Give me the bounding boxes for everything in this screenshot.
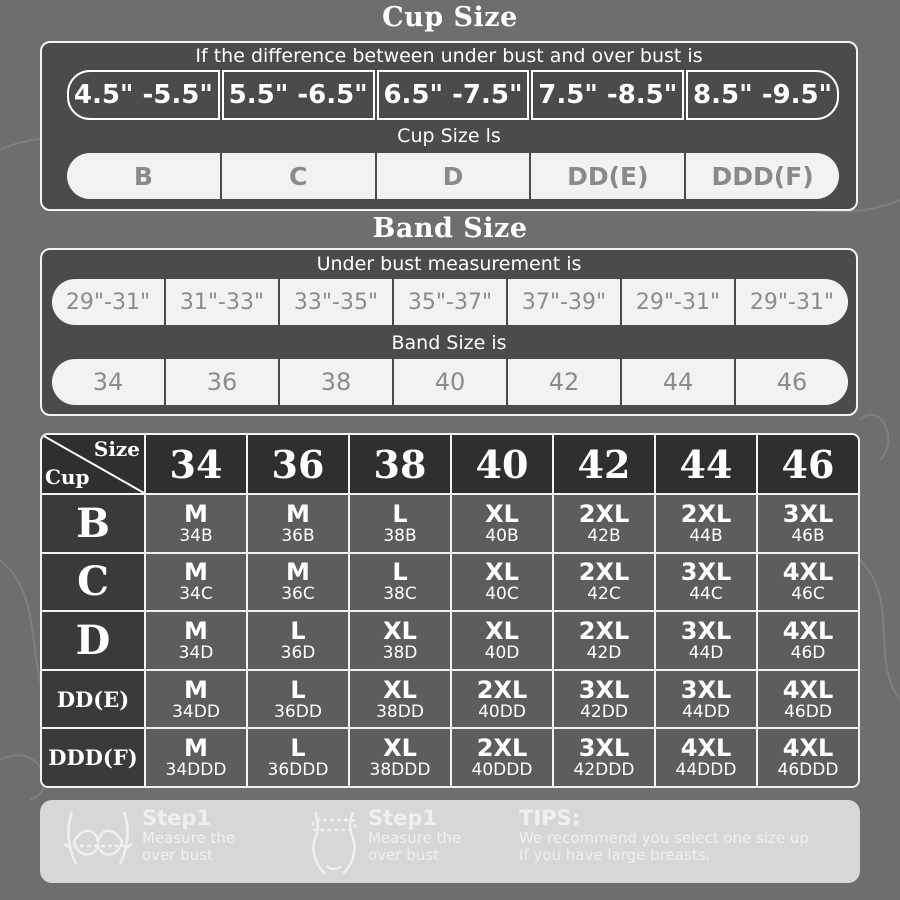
letter-size: XL [383, 616, 417, 645]
bra-size-code: 38C [383, 584, 417, 605]
letter-size: M [184, 616, 208, 645]
letter-size: M [184, 675, 208, 704]
bra-size-code: 38DDD [369, 760, 431, 781]
letter-size: 3XL [680, 675, 732, 704]
band-column-header: 34 [146, 435, 246, 493]
size-cell [452, 612, 552, 669]
cup-row-header: C [42, 554, 144, 611]
bra-size-code: 34DD [172, 701, 220, 722]
band-size-panel [40, 248, 858, 416]
cup-size-panel [40, 41, 858, 211]
cup-row-header: DDD(F) [42, 729, 144, 786]
band-result-row [52, 359, 848, 405]
size-cell [350, 612, 450, 669]
size-cell [350, 554, 450, 611]
corner-size-label: Size [93, 437, 140, 461]
letter-size: L [392, 499, 408, 528]
band-range-4: 37"-39" [508, 279, 620, 325]
cup-result-1: C [222, 153, 375, 199]
letter-size: 2XL [680, 499, 732, 528]
bra-size-code: 36D [280, 642, 316, 663]
letter-size: 2XL [578, 616, 630, 645]
bra-size-code: 40DD [478, 701, 526, 722]
band-range-0: 29"-31" [52, 279, 164, 325]
cup-result-0: B [67, 153, 220, 199]
band-size-title: Band Size [372, 213, 528, 244]
letter-size: XL [485, 558, 519, 587]
letter-size: L [392, 558, 408, 587]
bra-size-code: 46D [790, 642, 826, 663]
letter-size: 4XL [680, 734, 732, 763]
bust-measure-icon [62, 808, 134, 876]
bra-size-code: 36DDD [267, 760, 329, 781]
size-cell [656, 671, 756, 728]
letter-size: 2XL [476, 675, 528, 704]
bra-size-code: 46B [791, 525, 825, 546]
size-cell [452, 495, 552, 552]
letter-size: 2XL [578, 499, 630, 528]
bra-size-code: 40D [484, 642, 520, 663]
tips-line2: If you have large breasts. [519, 846, 711, 864]
measure-tips-footer [40, 800, 860, 883]
band-result-1: 36 [166, 359, 278, 405]
size-cell [554, 729, 654, 786]
letter-size: 4XL [782, 675, 834, 704]
band-range-1: 31"-33" [166, 279, 278, 325]
size-cell [758, 671, 858, 728]
size-cell [656, 554, 756, 611]
letter-size: 3XL [680, 558, 732, 587]
band-range-5: 29"-31" [622, 279, 734, 325]
band-result-6: 46 [736, 359, 848, 405]
size-cell [350, 671, 450, 728]
band-result-2: 38 [280, 359, 392, 405]
cup-range-row [67, 70, 839, 120]
table-corner-cell [42, 435, 144, 493]
size-cell [554, 612, 654, 669]
bra-size-code: 44DD [682, 701, 730, 722]
letter-size: L [290, 734, 306, 763]
cup-range-2: 6.5" -7.5" [377, 70, 530, 120]
letter-size: 4XL [782, 734, 834, 763]
size-cell [758, 495, 858, 552]
size-cell [350, 495, 450, 552]
bra-size-code: 36B [281, 525, 315, 546]
band-column-header: 36 [248, 435, 348, 493]
cup-range-4: 8.5" -9.5" [686, 70, 839, 120]
band-column-header: 42 [554, 435, 654, 493]
band-range-row [52, 279, 848, 325]
size-cell [248, 612, 348, 669]
tips-block [519, 806, 809, 864]
cup-row-header: DD(E) [42, 671, 144, 728]
bra-size-code: 38B [383, 525, 417, 546]
size-cell [554, 671, 654, 728]
size-cell [248, 495, 348, 552]
bra-size-code: 46DD [784, 701, 832, 722]
letter-size: M [184, 734, 208, 763]
step1-block [142, 806, 235, 864]
cup-result-2: D [377, 153, 530, 199]
bra-size-code: 44C [689, 584, 723, 605]
band-column-header: 44 [656, 435, 756, 493]
letter-size: XL [383, 675, 417, 704]
letter-size: 4XL [782, 558, 834, 587]
size-cell [146, 671, 246, 728]
size-cell [248, 554, 348, 611]
bra-size-code: 42DDD [573, 760, 635, 781]
bra-size-code: 36C [281, 584, 315, 605]
letter-size: XL [485, 499, 519, 528]
size-cell [248, 729, 348, 786]
bra-size-code: 46DDD [777, 760, 839, 781]
bra-size-code: 40C [485, 584, 519, 605]
letter-size: 2XL [578, 558, 630, 587]
step2-line2: over bust [368, 846, 439, 864]
size-cell [146, 612, 246, 669]
size-cell [452, 671, 552, 728]
letter-size: M [184, 499, 208, 528]
bra-size-code: 46C [791, 584, 825, 605]
size-cell [554, 554, 654, 611]
bra-size-code: 40B [485, 525, 519, 546]
band-result-3: 40 [394, 359, 506, 405]
cup-result-4: DDD(F) [686, 153, 839, 199]
cup-result-row [67, 153, 839, 199]
cup-row-header: D [42, 612, 144, 669]
bra-size-code: 42B [587, 525, 621, 546]
cup-range-1: 5.5" -6.5" [222, 70, 375, 120]
underbust-measure-icon [305, 808, 363, 876]
cup-range-3: 7.5" -8.5" [531, 70, 684, 120]
bra-size-code: 44B [689, 525, 723, 546]
band-range-caption: Under bust measurement is [316, 253, 582, 275]
letter-size: XL [383, 734, 417, 763]
size-cell [758, 554, 858, 611]
tips-line1: We recommend you select one size up [519, 829, 809, 847]
letter-size: L [290, 616, 306, 645]
band-range-6: 29"-31" [736, 279, 848, 325]
letter-size: 4XL [782, 616, 834, 645]
step2-heading: Step1 [368, 806, 438, 830]
size-cell [452, 729, 552, 786]
letter-size: M [184, 558, 208, 587]
size-cell [452, 554, 552, 611]
letter-size: 3XL [680, 616, 732, 645]
band-result-0: 34 [52, 359, 164, 405]
bra-size-code: 34D [178, 642, 214, 663]
step2-block [368, 806, 461, 864]
size-cell [656, 612, 756, 669]
band-result-caption: Band Size is [391, 332, 507, 354]
cup-range-0: 4.5" -5.5" [67, 70, 220, 120]
step1-line1: Measure the [142, 829, 236, 847]
letter-size: XL [485, 616, 519, 645]
size-cell [146, 495, 246, 552]
size-cell [146, 729, 246, 786]
cup-result-caption: Cup Size ls [397, 125, 501, 147]
bra-size-code: 44D [688, 642, 724, 663]
band-column-header: 38 [350, 435, 450, 493]
letter-size: 3XL [578, 675, 630, 704]
bra-size-code: 42C [587, 584, 621, 605]
band-range-3: 35"-37" [394, 279, 506, 325]
bra-size-code: 42DD [580, 701, 628, 722]
letter-size: L [290, 675, 306, 704]
cup-row-header: B [42, 495, 144, 552]
tips-heading: TIPS: [519, 806, 581, 830]
band-column-header: 40 [452, 435, 552, 493]
size-cell [656, 495, 756, 552]
size-cell [350, 729, 450, 786]
cup-range-caption: If the difference between under bust and over bust is [195, 45, 703, 67]
bra-size-code: 34C [179, 584, 213, 605]
bra-size-code: 38DD [376, 701, 424, 722]
bra-size-code: 44DDD [675, 760, 737, 781]
size-chart-table [40, 433, 860, 788]
letter-size: 3XL [782, 499, 834, 528]
letter-size: 3XL [578, 734, 630, 763]
bra-size-code: 36DD [274, 701, 322, 722]
size-cell [656, 729, 756, 786]
band-range-2: 33"-35" [280, 279, 392, 325]
letter-size: 2XL [476, 734, 528, 763]
bra-size-code: 34B [179, 525, 213, 546]
size-cell [146, 554, 246, 611]
band-result-4: 42 [508, 359, 620, 405]
step2-line1: Measure the [368, 829, 462, 847]
size-cell [248, 671, 348, 728]
letter-size: M [286, 558, 310, 587]
bra-size-code: 42D [586, 642, 622, 663]
cup-result-3: DD(E) [531, 153, 684, 199]
step1-line2: over bust [142, 846, 213, 864]
bra-size-code: 38D [382, 642, 418, 663]
size-cell [758, 729, 858, 786]
corner-cup-label: Cup [45, 465, 90, 489]
cup-size-title: Cup Size [382, 2, 518, 33]
bra-size-code: 34DDD [165, 760, 227, 781]
size-cell [758, 612, 858, 669]
step1-heading: Step1 [142, 806, 212, 830]
size-cell [554, 495, 654, 552]
bra-size-code: 40DDD [471, 760, 533, 781]
band-result-5: 44 [622, 359, 734, 405]
band-column-header: 46 [758, 435, 858, 493]
letter-size: M [286, 499, 310, 528]
